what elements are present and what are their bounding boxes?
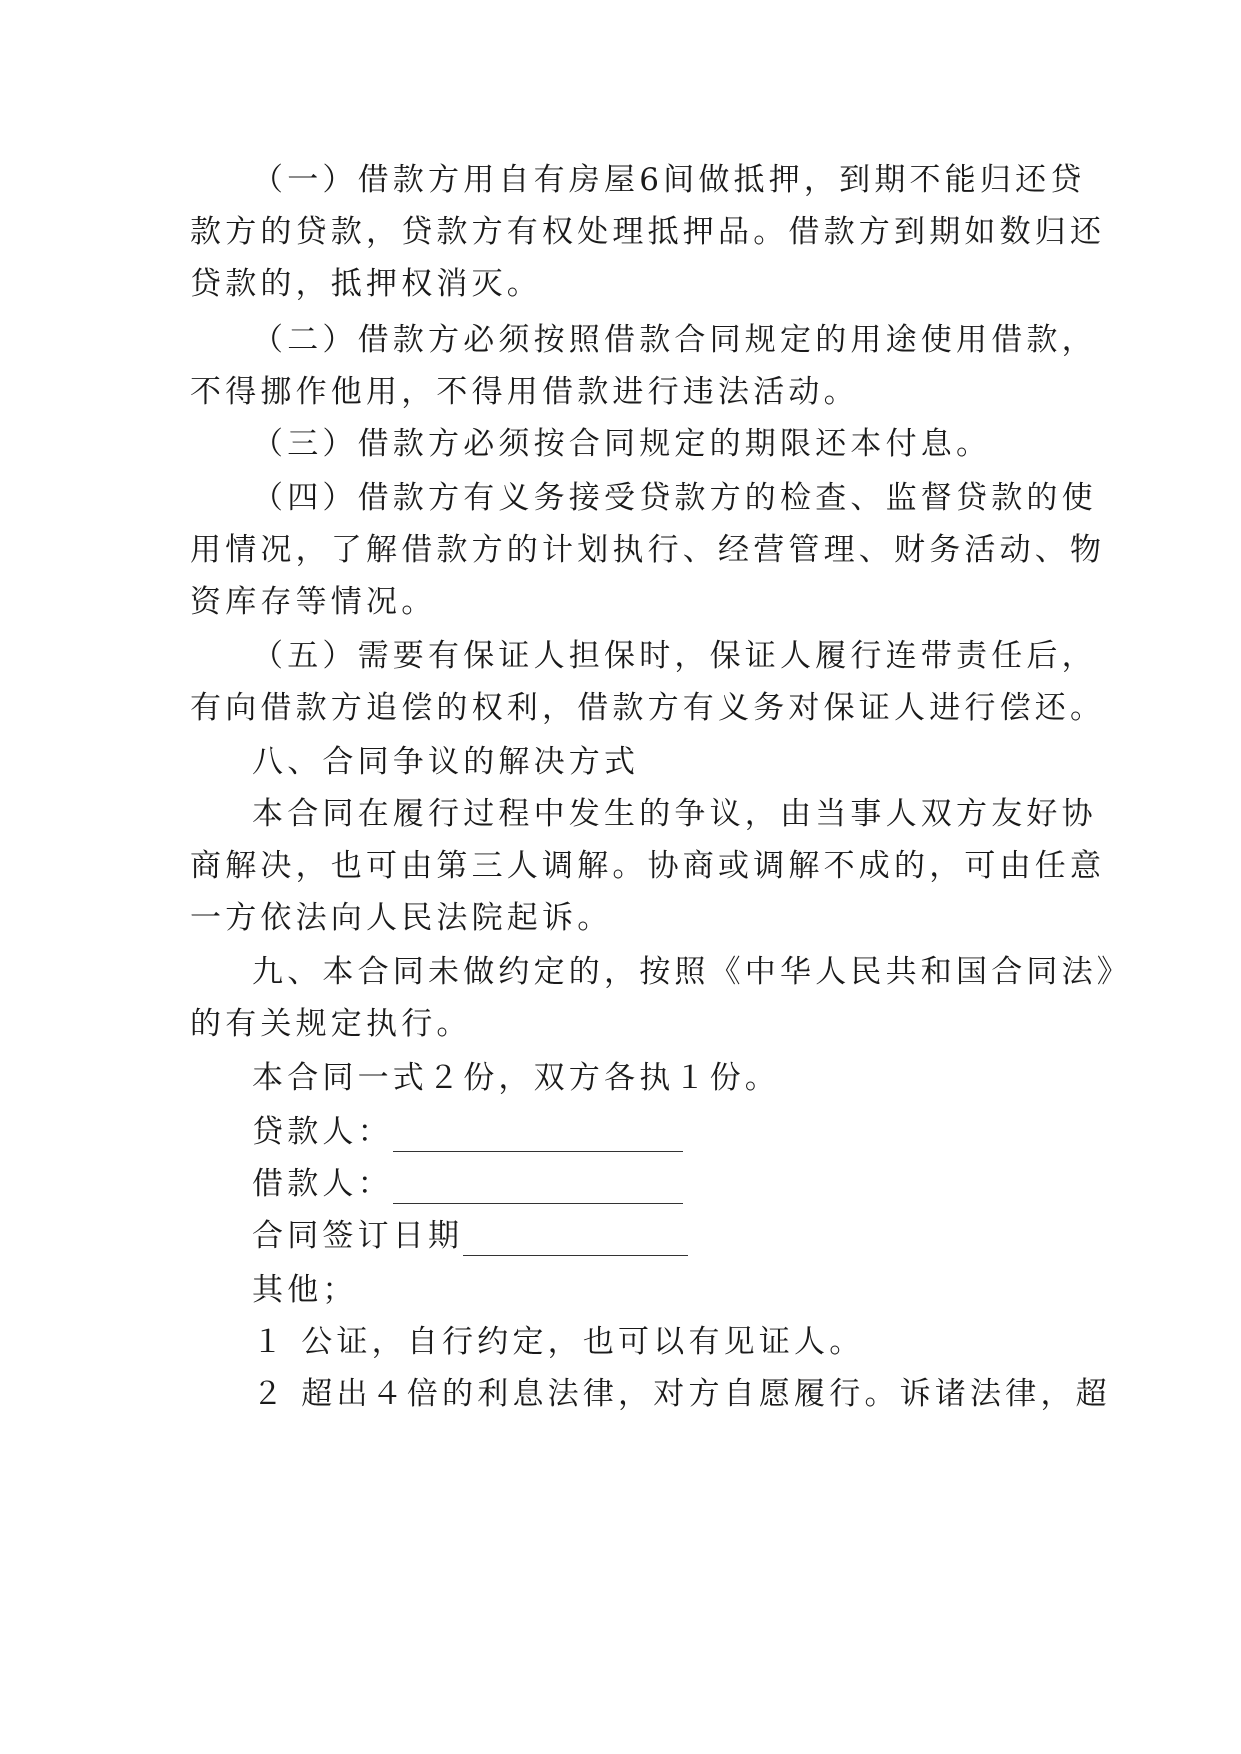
borrower-signature-line [252, 1164, 683, 1204]
section-heading: 八、合同争议的解决方式 [252, 744, 640, 780]
paragraph-line: （四）借款方有义务接受贷款方的检查、监督贷款的使 [252, 480, 1097, 516]
lender-signature-line [252, 1112, 683, 1152]
paragraph-line: 有向借款方追偿的权利，借款方有义务对保证人进行偿还。 [190, 690, 1106, 726]
other-label: 其他； [252, 1272, 358, 1308]
paragraph-line: 资库存等情况。 [190, 584, 437, 620]
borrower-blank [393, 1173, 683, 1204]
paragraph-line: 九、本合同未做约定的，按照《中华人民共和国合同法》 [252, 954, 1132, 990]
paragraph-line: 的有关规定执行。 [190, 1006, 472, 1042]
paragraph-line: 本合同一式２份，双方各执１份。 [252, 1060, 780, 1096]
paragraph-line: （三）借款方必须按合同规定的期限还本付息。 [252, 426, 992, 462]
note-item: １ 公证，自行约定，也可以有见证人。 [252, 1324, 865, 1360]
note-item: ２ 超出４倍的利息法律，对方自愿履行。诉诸法律，超 [252, 1376, 1111, 1412]
paragraph-line: （二）借款方必须按照借款合同规定的用途使用借款， [252, 322, 1097, 358]
paragraph-line: 一方依法向人民法院起诉。 [190, 900, 613, 936]
paragraph-line: （一）借款方用自有房屋6间做抵押，到期不能归还贷 [252, 162, 1086, 198]
lender-label: 贷款人： [252, 1114, 393, 1150]
paragraph-line: 贷款的，抵押权消灭。 [190, 266, 542, 302]
sign-date-label: 合同签订日期 [252, 1218, 464, 1254]
lender-blank [393, 1121, 683, 1152]
paragraph-line: 不得挪作他用，不得用借款进行违法活动。 [190, 374, 859, 410]
paragraph-line: 用情况，了解借款方的计划执行、经营管理、财务活动、物 [190, 532, 1106, 568]
paragraph-line: 商解决，也可由第三人调解。协商或调解不成的，可由任意 [190, 848, 1106, 884]
sign-date-line [252, 1216, 688, 1256]
borrower-label: 借款人： [252, 1166, 393, 1202]
paragraph-line: 本合同在履行过程中发生的争议，由当事人双方友好协 [252, 796, 1097, 832]
paragraph-line: （五）需要有保证人担保时，保证人履行连带责任后， [252, 638, 1097, 674]
sign-date-blank [463, 1225, 688, 1256]
paragraph-line: 款方的贷款，贷款方有权处理抵押品。借款方到期如数归还 [190, 214, 1106, 250]
